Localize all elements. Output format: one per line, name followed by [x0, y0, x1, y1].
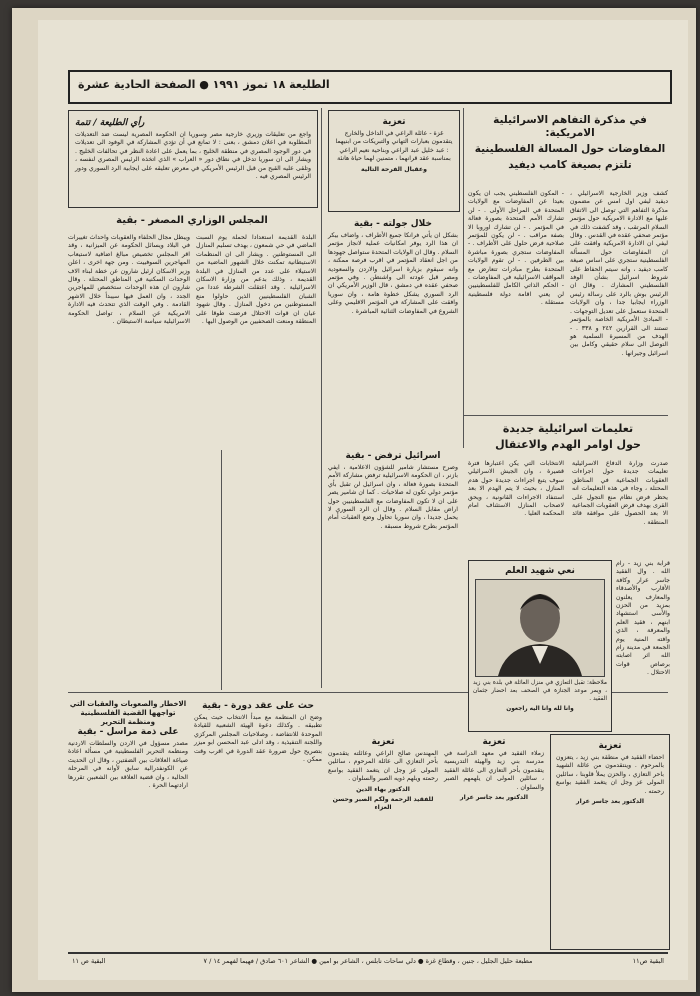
instructions-title-2: حول اوامر الهدم والاعتقال	[495, 438, 641, 451]
israel-refuses-title: اسرائيل ترفض - بقية	[345, 451, 441, 461]
date-line: الطليعة ١٨ تموز ١٩٩١ ● الصفحة الحادية عشرة	[78, 78, 330, 91]
footer-center-text: مطبعة حليل الجليل ، جنين ، وقطاع غزة ● دلي ساحات نابلس ، الشاعر بو امين ● الشاعر ٦٠١ صادق / فهيما لفهمر ١٤ / ٧	[203, 957, 533, 965]
newspaper-page	[38, 20, 688, 980]
khilal-body: بشكل ان يأتي فرانكا جميع الأطراف ، واضاف بيكر ان هذا الرد يوفر امكانيات عملية لانجاز مؤتمر السلام . وقال ان الولايات المتحدة ستواصل جهودها من اجل انعقاد المؤتمر في اقرب فرصة ممكنة ، وانه سيقوم بزيارة اسرائيل والاردن والسعودية ومصر قبل عودته الى واشنطن . وفي مؤتمر صحفي عقده في دمشق ، قال الوزير الأمريكي ان الرد السوري يشكل خطوة هامة ، وان سوريا وافقت على المشاركة في المؤتمر الاقليمي وعلى الشروع في المفاوضات الثنائية المباشرة .	[328, 232, 458, 315]
bottom-item2-title: الاخطار والصعوبات والعقبات التي تواجهها القضية الفلسطينية ومنظمة التحرير	[69, 700, 187, 726]
newspaper-sheet	[12, 8, 696, 992]
instructions-body-left: الانتخابات التي يكن اعتبارها فترة قصيرة ، وان الجيش الاسرائيلي سوف يتبع اجراءات جديدة حول هدم المنازل ، بحيث لا يتم الهدم الا بعد استنفاد الاجراءات القانونية ، ويحق لاصحاب المنازل الاستئناف امام المحكمة العليا .	[468, 460, 564, 518]
page-header-box	[68, 70, 672, 104]
council-body-right: البلدة القديمة استعدادا لحملة يوم السبت الماضي في حي شمعون ، بهدف تسليم المنازل الى المستوطنين . ويشار الى ان المنظمات الاستيطانية تمكنت خلال الشهور الماضية من الاستيلاء على عدد من المنازل في البلدة القديمة ، وذلك بدعم من وزارة الاسكان الاسرائيلية . وقد اعتقلت الشرطة عددا من الشبان الفلسطينيين الذين حاولوا منع المستوطنين من دخول المنازل . وقال شهود عيان ان قوات الاحتلال فرضت طوقا على المنطقة ومنعت الصحفيين من الوصول اليها .	[196, 234, 316, 326]
taziya-2-title: تعزية	[482, 737, 506, 747]
bottom-item2-headline	[68, 698, 188, 726]
taziya-2	[444, 734, 544, 948]
taziya-1-signature: الدكتور بهاء الدين	[356, 785, 410, 793]
main-title-line3: تلتزم بصيغة كامب ديفيد	[508, 159, 632, 171]
row-rule	[463, 415, 668, 416]
taziya-3-box	[550, 734, 670, 950]
obituary-quote: وانا لله وانا اليه راجعون	[506, 706, 574, 712]
main-story-body-right: كشف وزير الخارجية الاسرائيلي ، ديفيد ليفي اول امس عن مضمون مذكرة التفاهم التي توصل الى الاتفاق عليها مع الادارة الامريكية حول مؤتمر السلام المرتقب ، وقد كشفت ذلك في مؤتمر صحفي عقده في القدس . وقال ليفي ان الادارة الامريكية وافقت على ان المفاوضات حول المسألة الفلسطينية ستجري على اساس صيغة كامب ديفيد ، وانه سيتم الحفاظ على شروط اسرائيل بشأن الوفد الفلسطيني المشارك . وقال ان الرئيس بوش بالرد على رسالة رئيس الوزراء ايجابيا جدا ، وان الولايات المتحدة ستعمل على تعديل التوجهات . - المبادئ الأمريكية الخاصة بالمؤتمر تستند الى القرارين ٢٤٢ و ٣٣٨ . - الهدف من المسيرة السلمية هو التوصل الى سلام حقيقي وكامل بين اسرائيل وجيرانها .	[570, 190, 668, 357]
israel-refuses-article	[328, 448, 458, 688]
main-title-line2: المفاوضات حول المسالة الفلسطينية	[474, 143, 666, 155]
taziya-3-signature: الدكتور بعد جاسر عرار	[576, 798, 644, 806]
footer-right-label: البقية ص١١	[632, 957, 664, 965]
footer-left-label: البقية ص ١١	[72, 957, 106, 965]
council-body-left: ويبطل مجال الحلفاء والعقوبات واحداث تغييرات في البلاد ويسائل الحكومة عن الميزانية ، وقد اقر المجلس تخصيص مبالغ اضافية لاستيعاب المهاجرين السوفييت . ومن جهة اخرى ، اعلن وزير الاسكان ارئيل شارون عن خطة لبناء الاف الوحدات السكنية في المناطق المحتلة . وقال شارون ان هذه الوحدات ستخصص للمهاجرين الجدد ، وان العمل فيها سيبدأ خلال الاشهر القادمة . وفي الوقت الذي تتحدث فيه الادارة الامريكية عن السلام ، تواصل الحكومة الاسرائيلية سياسة الاستيطان .	[68, 234, 190, 326]
opinion-body: واجع من تعليقات وزيري خارجية مصر وسوريا ان الحكومة المصرية ليست ضد التعديلات المطلوبة في اعلان دمشق ، بعنى : لا تمانع في أن تؤدي المشاركة في الوفود الى تعديلات في دور الوجود المصري في منطقة الخليج ، بما يعمل على اعادة النظر في تحالفات الخليج . ويشار الى ان سوريا تدخل في نطاق دور « العراب » الذي اتخذه الرئيس المصري لنفسه ، وتلقى عليه القبح من قبل الرئيس الأمريكي في معرض تعليقه على ايجابية الرد السوري ودور الرئيس المصري فيه .	[75, 131, 311, 181]
obituary-caption: ملاحظة: تقبل التعازي في منزل العائلة في بلدة بني زيد ، ويمر موعد الجنازة في الصحف بعد احضار جثمان الفقيد .	[473, 680, 607, 702]
taziya-3-title: تعزية	[598, 741, 622, 751]
column-rule	[321, 108, 322, 688]
taziya-1-title: تعزية	[371, 737, 395, 747]
taziya-1-body: المهندس صالح الراعي وعائلته يتقدمون بأحر التعازي الى عائلة المرحوم ، سائلين المولى عز وجل ان يتغمد الفقيد بواسع رحمته ويلهم ذويه الصبر والسلوان .	[328, 750, 438, 783]
congrats-closing: وعقبال الفرحة التالية	[361, 165, 427, 173]
obituary-title: نعي شهيد العلم	[505, 566, 575, 576]
main-story-col-left	[468, 190, 564, 410]
council-col-right	[196, 234, 316, 442]
obituary-body: قرابة بني زيد - رام الله . وال الفقيد جاسر عرار وكافة الأقارب والأصدقاء والمعارف يعلنون بمزيد من الحزن والأسى استشهاد ابنهم ، فقيد العلم والمعرفة ، الذي وافته المنية يوم الجمعة في مدينة رام الله اثر اصابته برصاص قوات الاحتلال .	[616, 560, 670, 677]
bottom-item3	[68, 724, 188, 946]
opinion-title: رأي الطليعة / تتمة	[75, 118, 145, 128]
khilal-article	[328, 216, 458, 442]
bottom-item3-title: على ذمة مراسل - بقية	[77, 727, 179, 737]
opinion-box	[68, 110, 318, 208]
main-story-body-left: - المكون الفلسطيني يجب ان يكون بعيدا عن المفاوضات مع الولايات المتحدة في المراحل الأولى . - لن تشارك الأمم المتحدة بصورة فعالة في المؤتمر . - لن تشارك اوروبا الا بصفة مراقب . - لن يكون للمؤتمر صلاحية فرض حلول على الأطراف . - المفاوضات ستجري بصورة مباشرة بين الطرفين . - لن تقوم الولايات المتحدة بطرح مبادرات تتعارض مع المواقف الاسرائيلية في المفاوضات . - الحكم الذاتي الكامل للفلسطينيين لن يعني اقامة دولة فلسطينية مستقلة .	[468, 190, 564, 307]
main-title-line1: في مذكرة التفاهم الاسرائيلية الامريكية:	[493, 114, 647, 139]
obituary-text	[616, 560, 670, 730]
congrats-box	[328, 110, 460, 212]
instructions-col-right	[572, 460, 668, 560]
instructions-headline	[468, 420, 668, 454]
taziya-2-body: زملاء الفقيد في معهد الدراسة في مدرسة بني زيد والهيئة التدريسية يتقدمون بأحر التعازي الى عائلة الفقيد ، سائلين المولى ان يلهمهم الصبر والسلوان .	[444, 750, 544, 791]
khilal-title: خلال جولته - بقية	[354, 219, 432, 229]
bottom-item1	[194, 698, 322, 948]
martyr-portrait	[475, 579, 605, 677]
instructions-title-1: تعليمات اسرائيلية جديدة	[502, 422, 634, 435]
taziya-3-body: احضاء الفقيد في منطقة بني زيد ، يتعزون بالمرحوم . وينتقدمون من عائلة الشهيد باحر التعازي ، والحزن يملأ قلوبنا ، سائلين المولى عز وجل ان يتغمد الفقيد بواسع رحمته .	[556, 754, 664, 795]
obituary-box	[468, 560, 612, 732]
taziya-2-signature: الدكتور بعد جاسر عرار	[460, 794, 528, 802]
column-rule	[463, 108, 464, 448]
bottom-item1-body: وضح ان المنظمة مع مبدأ الانتخاب حيث يمكن تطبيقه . وكذلك دعوة الهيئة الشعبية للقيادة الموحدة للانتفاضة ، وصلاحيات المجلس المركزي واللجنة التنفيذية ، وقد ادلى عبد المحسن ابو ميزر بتصريح حول ضرورة عقد الدورة في اقرب وقت ممكن .	[194, 714, 322, 764]
taziya-farewell: للفقيد الرحمة ولكم الصبر وحسن العزاء	[332, 796, 434, 812]
column-rule	[221, 450, 222, 690]
council-headline-wrap	[68, 212, 316, 230]
main-story-col-right	[570, 190, 668, 410]
council-title: المجلس الوزاري المصغر - بقية	[116, 215, 268, 226]
bottom-item3-body: مصدر مسؤول في الاردن والسلطات الاردنية ومنظمة التحرير الفلسطينية في مسألة اعادة صياغة العلاقات بين الضفتين ، وقال ان الحديث عن الكونفدرالية سابق لأوانه في المرحلة الحالية ، وان قضية العلاقة بين الشعبين تقررها ارادتهما الحرة .	[68, 740, 188, 790]
bottom-item1-title: حث على عقد دورة - بقية	[202, 701, 314, 711]
congrats-body: غزة - عائلة الراعي في الداخل والخارج يتقدمون بعبارات التهاني والتبريكات من ابنيهما : عبد خليل عبد الراعي وبناحية نعيم الراعي بمناسبة عقد قرانهما ، متمنين لهما حياة هانئة	[335, 130, 453, 163]
taziya-1	[328, 734, 438, 948]
instructions-col-left	[468, 460, 564, 560]
page-footer	[68, 952, 668, 968]
congrats-title: تعزية	[382, 117, 406, 127]
israel-refuses-body: وصرح مستشار شامير للشؤون الاعلامية ، ايفي بازنر ، ان الحكومة الاسرائيلية ترفض مشاركة الأمم المتحدة بصورة فعالة ، وان اسرائيل لن تقبل بأي مؤتمر دولي تكون له صلاحيات . كما ان شامير يصر على ان لا تكون المفاوضات مع الفلسطينيين حول اراض مقابل السلام . وقال ان الرد السوري لا يحمل جديدا ، وان سوريا تحاول وضع العقبات أمام المؤتمر بطرح شروط مسبقة .	[328, 464, 458, 530]
instructions-body-right: صدرت وزارة الدفاع الاسرائيلية تعليمات جديدة حول اجراءات العقوبات الجماعية في المناطق المحتلة ، وجاء في هذه التعليمات انه يحظر فرض نظام منع التجول على القرى بهدف فرض العقوبات الجماعية الا بعد الحصول على موافقة قائد المنطقة .	[572, 460, 668, 526]
main-story-headline	[472, 112, 668, 186]
council-col-left	[68, 234, 190, 442]
